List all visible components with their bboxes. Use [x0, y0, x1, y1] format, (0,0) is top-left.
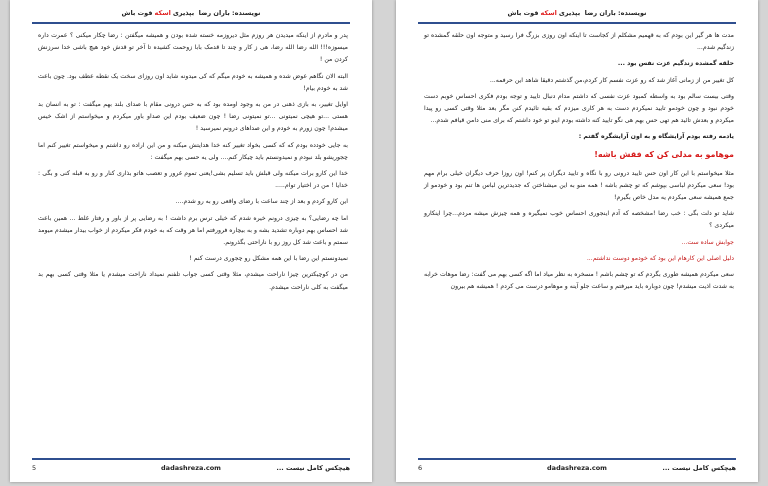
- paragraph: من در کوچیکترین چیزا ناراحت میشدم، مثلا وقتی کسی جواب تلفنم نمیداد ناراحت میشدم یا مثلا وقتی کسی بهم بد میگفت به کلی ناراحت میشدم.: [38, 271, 348, 291]
- paragraph-red: جوابش ساده ست...: [681, 238, 734, 246]
- header-author: نویسنده: باران رضا: [584, 9, 647, 17]
- header-book-prefix: بپذیری: [558, 9, 581, 17]
- footer-tagline: هیچکس کامل نیست ...: [662, 464, 736, 472]
- header-author: نویسنده: باران رضا: [198, 9, 261, 17]
- header-book-suffix: قوت باش: [507, 9, 539, 17]
- page-footer: [418, 458, 736, 474]
- paragraph: نمیدونستم این رضا با این همه مشکل رو چجوری درست کنم !: [189, 255, 348, 263]
- paragraph: وقتی بیست سالم بود به واسطه کمبود عزت نفسی که داشتم مدام دنبال تایید و توجه بودم فکری احساس خوبم دست خودم نبود و چون خودمو تایید نمیکردم دست به هر کاری میزدم که بقیه تائیدم کنن مگر بعد مثلا وقتی کسی رو پیدا میکردم و بعدش تائید هم تهی حس بهم هی نگو تایید کنه داشته بودم اینو تو خود داشتم که برای منی دامن قیافم شدم...: [424, 92, 734, 125]
- paragraph: شاید تو دلت بگی : خب رضا !مشخصه که آدم اینجوری احساس خوب نمیگیره و همه چیزش میشه مردم...چرا اینکارو میکردی ؟: [424, 210, 734, 230]
- paragraph: سعی میکردم همیشه طوری بگردم که تو چشم باشم ! مسخره به نظر میاد اما اگه کسی بهم می گفت: رضا موهات خرابه به شدت اذیت میشدم! چون دوباره باید میرفتم و ساعت جلو آینه و موهامو درست می کردم ! همیشه هم بیرون: [424, 271, 734, 291]
- paragraph: یادمه رفته بودم آرایشگاه و به اون آرایشگره گفتم :: [578, 133, 734, 141]
- paragraph: کل تغییر من از زمانی آغاز شد که رو عزت نفسم کار کردم،من گذشتم دقیقا شاهد این حرفمه...: [489, 76, 734, 84]
- paragraph: این کارو کردم و بعد از چند ساعت با رضای واقعی رو به رو شدم....: [175, 198, 348, 206]
- paragraph: به جایی خودده بودم که که کسی بخواد تغییر کنه خدا هدایتش میکنه و من این اراده رو داشتم و میخواستم تغییر کنم اما چجوریشو بلد نبودم و نمیدونستم باید چیکار کنم.... ولی یه حسی بهم میگفت :: [38, 141, 348, 161]
- footer-tagline: هیچکس کامل نیست ...: [276, 464, 350, 472]
- paragraph: مدت ها هر گیر این بودم که به قهمیم مشکلم از کجاست تا اینکه اون روزی بزرگ فرا رسید و متوجه اون حلقه گمشده تو زندگیم شدم...: [424, 32, 734, 52]
- page-header: [418, 6, 736, 24]
- page-number: 5: [32, 464, 37, 472]
- page-header: [32, 6, 350, 24]
- page-footer: [32, 458, 350, 474]
- paragraph: اما چه رضایی؟ به چیزی درونم خیره شدم که خیلی ترس برم داشت ! به رضایی پر از باور و رفتار غلط ... همین باعث شد احساس بهم دوباره تشدید بشه و به بیچاره فرورفتم اما هر وقت که به خودم فکر میکردم از خواب بیدار میشدم میومد سمتم و باعث شد کل روز رو با ناراحتی بگذرونم.: [38, 214, 348, 247]
- header-book-prefix: بپذیری: [172, 9, 195, 17]
- paragraph-red: دلیل اصلی این کارهام این بود که خودمو دوست نداشتم...: [586, 254, 734, 262]
- paragraph: اوایل تغییر، به بازی ذهنی در من به وجود اومده بود که به حس درونی مقام با صدای بلند بهم میگفت : تو به انسان بد هستی ...تو هیچی نمیتونی ...تو نمیتونی رضا ! چون ضعیف بودم این صداو باور میکردم و میخواستم از اشک خیس میشدم! چون زورم به خودم و این صداهای درونم نمیرسید !: [38, 101, 348, 133]
- paragraph: خدا این کارو برات میکنه ولی قبلش باید تسلیم بشی!یعنی تموم غرور و تعصب هاتو بذاری کنار و رو به قبله کنی و بگی : خدایا ! من در اختیار توام.....: [38, 170, 348, 190]
- paragraph-highlight: حلقه گمشده زندگیم عزت نفس بود ...: [617, 60, 734, 68]
- footer-site[interactable]: dadashreza.com: [161, 464, 221, 472]
- header-book-suffix: قوت باش: [121, 9, 153, 17]
- header-book-accent: اسکه: [540, 9, 557, 17]
- paragraph: پدر و مادرم از اینکه میدیدن هر روزم مثل دیروزمه خسته شده بودن و همیشه میگفتن : رضا چکار میکنی ؟ عمرت داره میسوزه!!! الله رضا الله رضا، هی ز کار و چند تا قدمک بابا زوحمت کشیده تا آخر تو قدش خود هیچ باشی خدا سرزنش کردن من !: [38, 32, 348, 64]
- paragraph-emphasis: موهامو به مدلی کن که فقش باشه!: [594, 149, 734, 159]
- page-body: [424, 30, 734, 297]
- footer-site[interactable]: dadashreza.com: [547, 464, 607, 472]
- page-6: [396, 0, 758, 482]
- page-body: [38, 30, 348, 298]
- page-number: 6: [418, 464, 423, 472]
- paragraph: مثلا میخواستم با این کار اون حس تایید درونی رو با نگاه و تایید دیگران پر کنم! اون روزا حرف دیگران خیلی برام مهم بود! سعی میکردم لباسی بپوشم که تو چشم باشه ! همه منو به این میشناختن که جدیدترین لباس ها تنم بود و خودمو از جمع همیشه سعی میکردم یه مدل خاص بگیرم!: [424, 169, 734, 202]
- paragraph: البته الان نگاهم عوض شده و همیشه به خودم میگم که کی میدونه شاید اون روزای سخت یک نقطه عطف بود. چون باعث شد به خودم بیام!: [38, 72, 348, 92]
- page-5: [10, 0, 372, 482]
- header-book-accent: اسکه: [154, 9, 171, 17]
